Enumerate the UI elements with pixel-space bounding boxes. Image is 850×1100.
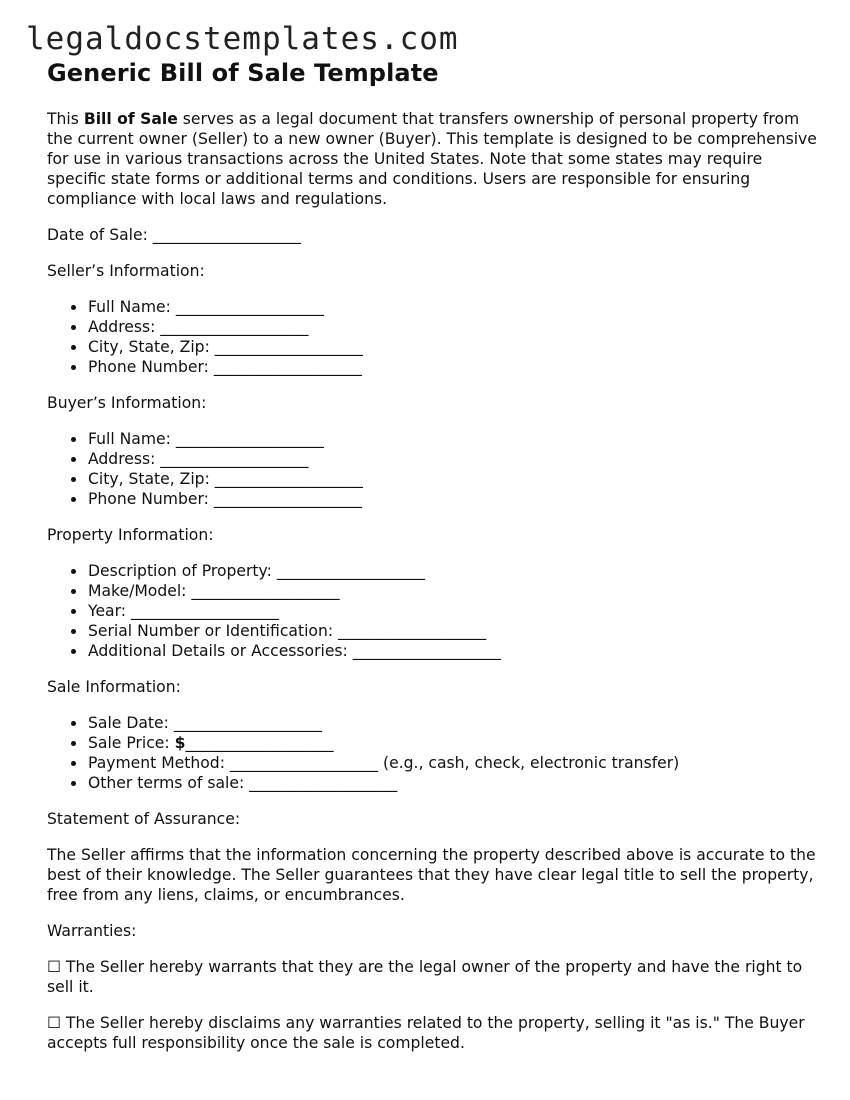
- buyer-city-state-zip-field[interactable]: City, State, Zip: ___________________: [88, 469, 817, 489]
- buyer-heading: Buyer’s Information:: [47, 394, 207, 412]
- seller-city-state-zip-field[interactable]: City, State, Zip: ___________________: [88, 337, 817, 357]
- seller-phone-field[interactable]: Phone Number: ___________________: [88, 357, 817, 377]
- assurance-paragraph: The Seller affirms that the information concerning the property described above is accurate to the best of their knowledge. The Seller guarantees that they have clear legal title to sell the property, free from any liens, claims, or encumbrances.: [47, 846, 816, 904]
- warranties-heading: Warranties:: [47, 922, 137, 940]
- document-title: Generic Bill of Sale Template: [47, 59, 439, 87]
- sale-price-blank[interactable]: ___________________: [185, 734, 334, 752]
- property-make-model-field[interactable]: Make/Model: ___________________: [88, 581, 817, 601]
- property-heading: Property Information:: [47, 526, 214, 544]
- other-terms-field[interactable]: Other terms of sale: ___________________: [88, 773, 817, 793]
- sale-heading: Sale Information:: [47, 678, 181, 696]
- intro-prefix: This: [47, 110, 84, 128]
- intro-paragraph: [47, 109, 817, 209]
- payment-method-field[interactable]: Payment Method: ___________________ (e.g., cash, check, electronic transfer): [88, 753, 817, 773]
- sale-date-field[interactable]: Sale Date: ___________________: [88, 713, 817, 733]
- buyer-list: [47, 429, 817, 509]
- buyer-phone-field[interactable]: Phone Number: ___________________: [88, 489, 817, 509]
- seller-list: [47, 297, 817, 377]
- sale-list: [47, 713, 817, 793]
- intro-rest: serves as a legal document that transfers ownership of personal property from the current owner (Seller) to a new owner (Buyer). This template is designed to be comprehensive for use in various transactions across the United States. Note that some states may require specific state forms or additional terms and conditions. Users are responsible for ensuring compliance with local laws and regulations.: [47, 110, 817, 208]
- seller-address-field[interactable]: Address: ___________________: [88, 317, 817, 337]
- warranty-option-owner[interactable]: ☐ The Seller hereby warrants that they are the legal owner of the property and have the right to sell it.: [47, 958, 803, 996]
- currency-symbol: $: [174, 734, 186, 752]
- buyer-address-field[interactable]: Address: ___________________: [88, 449, 817, 469]
- seller-heading: Seller’s Information:: [47, 262, 205, 280]
- property-serial-field[interactable]: Serial Number or Identification: ___________________: [88, 621, 817, 641]
- date-of-sale-field[interactable]: Date of Sale: ___________________: [47, 226, 301, 244]
- seller-full-name-field[interactable]: Full Name: ___________________: [88, 297, 817, 317]
- document-page: [47, 58, 817, 1053]
- intro-bold-term: Bill of Sale: [83, 110, 178, 128]
- property-year-field[interactable]: Year: ___________________: [88, 601, 817, 621]
- sale-price-field[interactable]: [88, 733, 817, 753]
- sale-price-label: Sale Price:: [88, 734, 175, 752]
- property-description-field[interactable]: Description of Property: ___________________: [88, 561, 817, 581]
- warranty-option-as-is[interactable]: ☐ The Seller hereby disclaims any warranties related to the property, selling it "as is." The Buyer accepts full responsibility once the sale is completed.: [47, 1014, 805, 1052]
- property-additional-details-field[interactable]: Additional Details or Accessories: ___________________: [88, 641, 817, 661]
- assurance-heading: Statement of Assurance:: [47, 810, 241, 828]
- property-list: [47, 561, 817, 661]
- watermark: legaldocstemplates.com: [26, 21, 459, 57]
- buyer-full-name-field[interactable]: Full Name: ___________________: [88, 429, 817, 449]
